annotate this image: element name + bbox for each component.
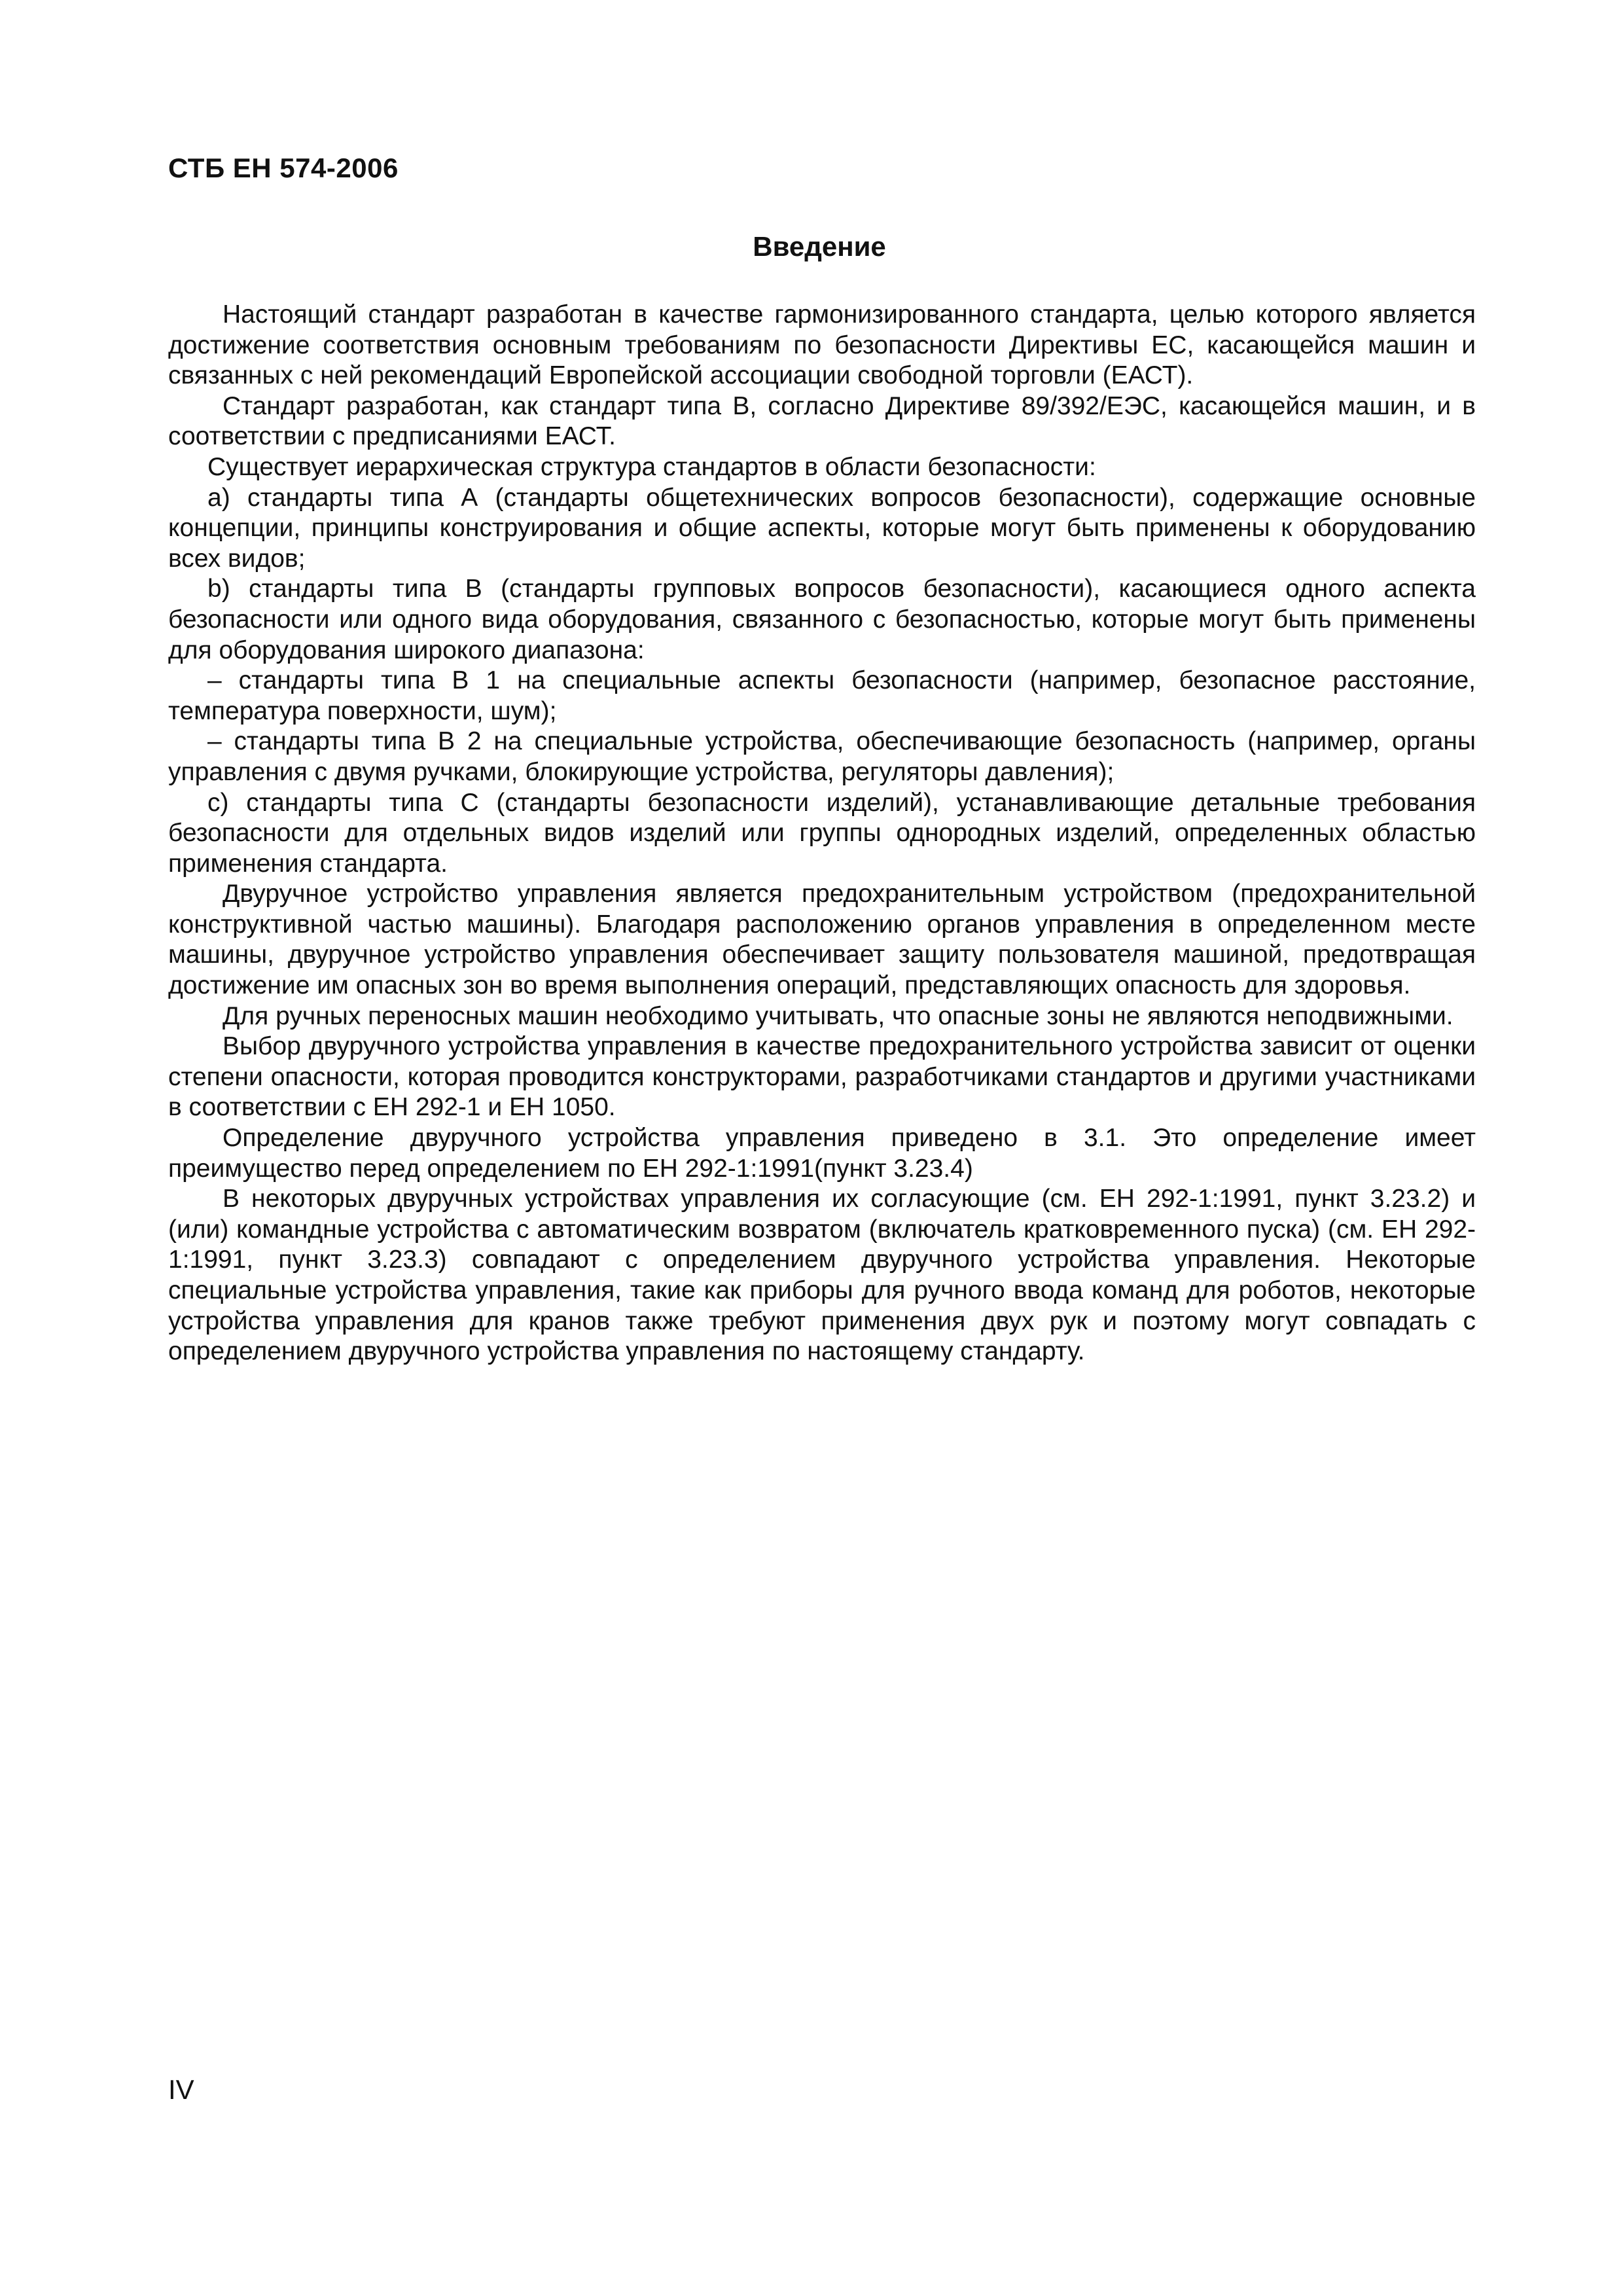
list-item: c) стандарты типа С (стандарты безопасности изделий), устанавливающие детальные требования безопасности для отдельных видов изделий или группы однородных изделий, определенных областью применения стандарта. xyxy=(168,788,1476,878)
document-header: СТБ ЕН 574-2006 xyxy=(168,152,399,183)
list-item: b) стандарты типа В (стандарты групповых вопросов безопасности), касающиеся одного аспекта безопасности или одного вида оборудования, связанного с безопасностью, которые могут быть применены для оборудования широкого диапазона: xyxy=(168,575,1476,664)
paragraph: Существует иерархическая структура стандартов в области безопасности: xyxy=(207,452,1096,481)
section-title xyxy=(0,233,1623,260)
paragraph: Выбор двуручного устройства управления в качестве предохранительного устройства зависит от оценки степени опасности, которая проводится конструкторами, разработчиками стандартов и другими участниками в соответствии с ЕН 292-1 и ЕН 1050. xyxy=(168,1032,1476,1122)
page-number: IV xyxy=(168,2074,194,2105)
document-body xyxy=(168,300,1476,1367)
section-title-text: Введение xyxy=(753,231,886,262)
list-item: a) стандарты типа А (стандарты общетехнических вопросов безопасности), содержащие основные концепции, принципы конструирования и общие аспекты, которые могут быть применены к оборудованию всех видов; xyxy=(168,483,1476,573)
paragraph: Стандарт разработан, как стандарт типа В, согласно Директиве 89/392/ЕЭС, касающейся машин, и в соответствии с предписаниями ЕАСТ. xyxy=(168,391,1476,451)
paragraph: Настоящий стандарт разработан в качестве гармонизированного стандарта, целью которого является достижение соответствия основным требованиям по безопасности Директивы ЕС, касающейся машин и связанных с ней рекомендаций Европейской ассоциации свободной торговли (ЕАСТ). xyxy=(168,300,1476,390)
paragraph: В некоторых двуручных устройствах управления их согласующие (см. ЕН 292-1:1991, пункт 3.23.2) и (или) командные устройства с автоматическим возвратом (включатель кратковременного пуска) (см. ЕН 292-1:1991, пункт 3.23.3) совпадают с определением двуручного устройства управления. Некоторые специальные устройства управления, такие как приборы для ручного ввода команд для роботов, некоторые устройства управления для кранов также требуют применения двух рук и поэтому могут совпадать с определением двуручного устройства управления по настоящему стандарту. xyxy=(168,1185,1476,1366)
list-item: – стандарты типа В 2 на специальные устройства, обеспечивающие безопасность (например, органы управления с двумя ручками, блокирующие устройства, регуляторы давления); xyxy=(168,727,1476,786)
paragraph: Определение двуручного устройства управления приведено в 3.1. Это определение имеет преимущество перед определением по ЕН 292-1:1991(пункт 3.23.4) xyxy=(168,1124,1476,1183)
paragraph: Для ручных переносных машин необходимо учитывать, что опасные зоны не являются неподвижными. xyxy=(223,1001,1454,1030)
paragraph: Двуручное устройство управления является предохранительным устройством (предохранительной конструктивной частью машины). Благодаря расположению органов управления в определенном месте машины, двуручное устройство управления обеспечивает защиту пользователя машиной, предотвращая достижение им опасных зон во время выполнения операций, представляющих опасность для здоровья. xyxy=(168,880,1476,1000)
list-item: – стандарты типа В 1 на специальные аспекты безопасности (например, безопасное расстояние, температура поверхности, шум); xyxy=(168,666,1476,725)
